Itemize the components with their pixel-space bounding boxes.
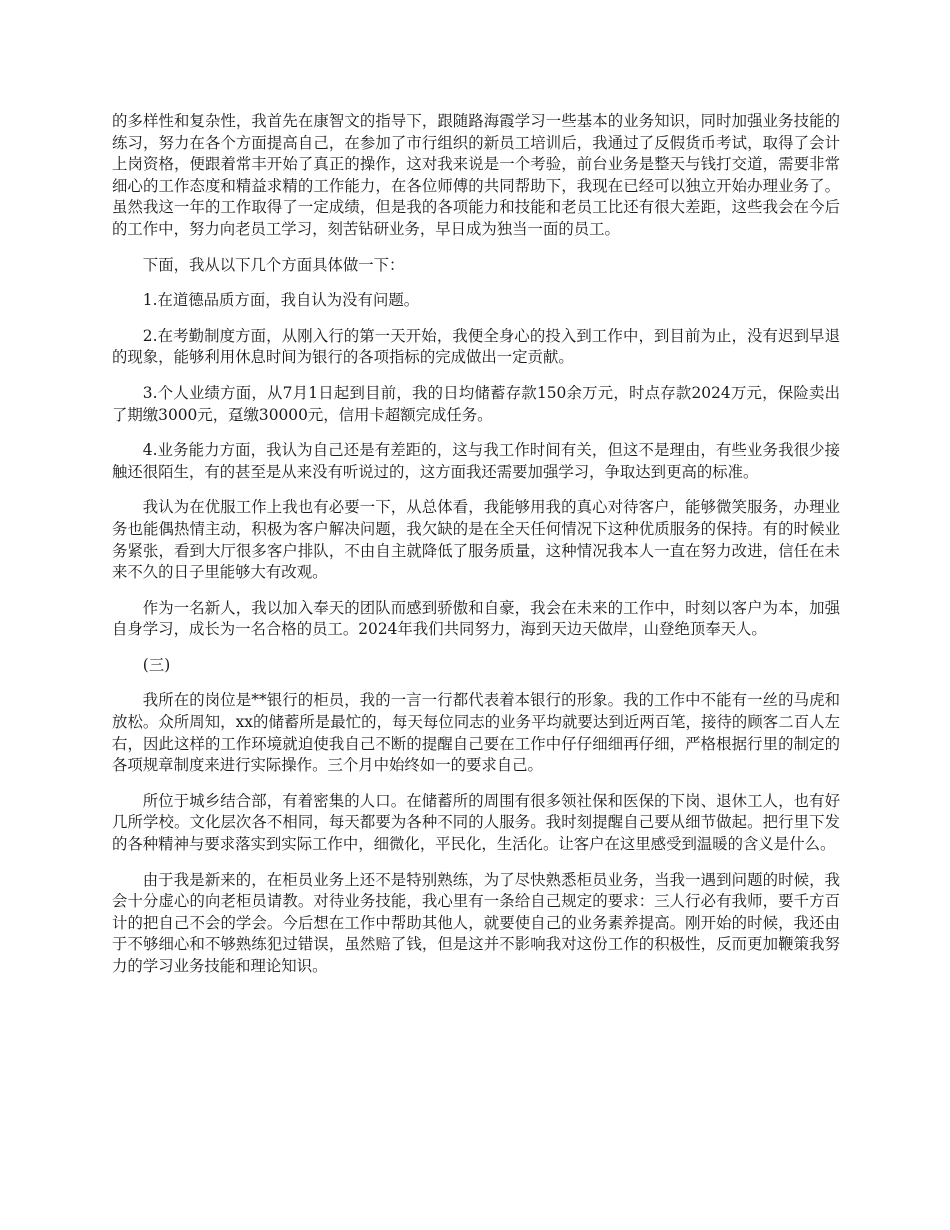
paragraph-position: 我所在的岗位是**银行的柜员，我的一言一行都代表着本银行的形象。我的工作中不能有一丝的马虎和放松。众所周知，xx的储蓄所是最忙的，每天每位同志的业务平均就要达到近两百笔，接待的顾客二百人左右，因此这样的工作环境就迫使我自己不断的提醒自己要在工作中仔仔细细再仔细，严格根据行里的制定的各项规章制度来进行实际操作。三个月中始终如一的要求自己。 (112, 691, 840, 775)
paragraph-item-3: 3.个人业绩方面，从7月1日起到目前，我的日均储蓄存款150余万元，时点存款2024万元，保险卖出了期缴3000元，趸缴30000元，信用卡超额完成任务。 (112, 383, 840, 424)
paragraph-intro: 下面，我从以下几个方面具体做一下： (142, 255, 405, 274)
paragraph-learning: 由于我是新来的，在柜员业务上还不是特别熟练，为了尽快熟悉柜员业务，当我一遇到问题的时候，我会十分虚心的向老柜员请教。对待业务技能，我心里有一条给自己规定的要求：三人行必有我师，要千方百计的把自己不会的学会。今后想在工作中帮助其他人，就要使自己的业务素养提高。刚开始的时候，我还由于不够细心和不够熟练犯过错误，虽然赔了钱，但是这并不影响我对这份工作的积极性，反而更加鞭策我努力的学习业务技能和理论知识。 (112, 870, 840, 975)
paragraph-closing: 作为一名新人，我以加入奉天的团队而感到骄傲和自豪，我会在未来的工作中，时刻以客户为本，加强自身学习，成长为一名合格的员工。2024年我们共同努力，海到天边天做岸，山登绝顶奉天人。 (112, 598, 840, 639)
paragraph-item-4: 4.业务能力方面，我认为自己还是有差距的，这与我工作时间有关，但这不是理由，有些业务我很少接触还很陌生，有的甚至是从来没有听说过的，这方面我还需要加强学习，争取达到更高的标准。 (112, 441, 840, 481)
document-page (112, 111, 840, 992)
paragraph-location: 所位于城乡结合部，有着密集的人口。在储蓄所的周围有很多领社保和医保的下岗、退休工人，也有好几所学校。文化层次各不相同，每天都要为各种不同的人服务。我时刻提醒自己要从细节做起。把行里下发的各种精神与要求落实到实际工作中，细微化，平民化，生活化。让客户在这里感受到温暖的含义是什么。 (112, 791, 840, 854)
section-heading: (三) (142, 655, 171, 674)
paragraph-service: 我认为在优服工作上我也有必要一下，从总体看，我能够用我的真心对待客户，能够微笑服务，办理业务也能偶热情主动，积极为客户解决问题，我欠缺的是在全天任何情况下这种优质服务的保持。有的时候业务紧张，看到大厅很多客户排队，不由自主就降低了服务质量，这种情况我本人一直在努力改进，信任在未来不久的日子里能够大有改观。 (112, 498, 840, 582)
paragraph-item-2: 2.在考勤制度方面，从刚入行的第一天开始，我便全身心的投入到工作中，到目前为止，没有迟到早退的现象，能够利用休息时间为银行的各项指标的完成做出一定贡献。 (112, 326, 840, 367)
paragraph-continuation: 的多样性和复杂性，我首先在康智文的指导下，跟随路海霞学习一些基本的业务知识，同时加强业务技能的练习，努力在各个方面提高自己，在参加了市行组织的新员工培训后，我通过了反假货币考试，取得了会计上岗资格，便跟着常丰开始了真正的操作，这对我来说是一个考验，前台业务是整天与钱打交道，需要非常细心的工作态度和精益求精的工作能力，在各位师傅的共同帮助下，我现在已经可以独立开始办理业务了。虽然我这一年的工作取得了一定成绩，但是我的各项能力和技能和老员工比还有很大差距，这些我会在今后的工作中，努力向老员工学习，刻苦钻研业务，早日成为独当一面的员工。 (112, 112, 840, 238)
paragraph-item-1: 1.在道德品质方面，我自认为没有问题。 (142, 291, 420, 310)
